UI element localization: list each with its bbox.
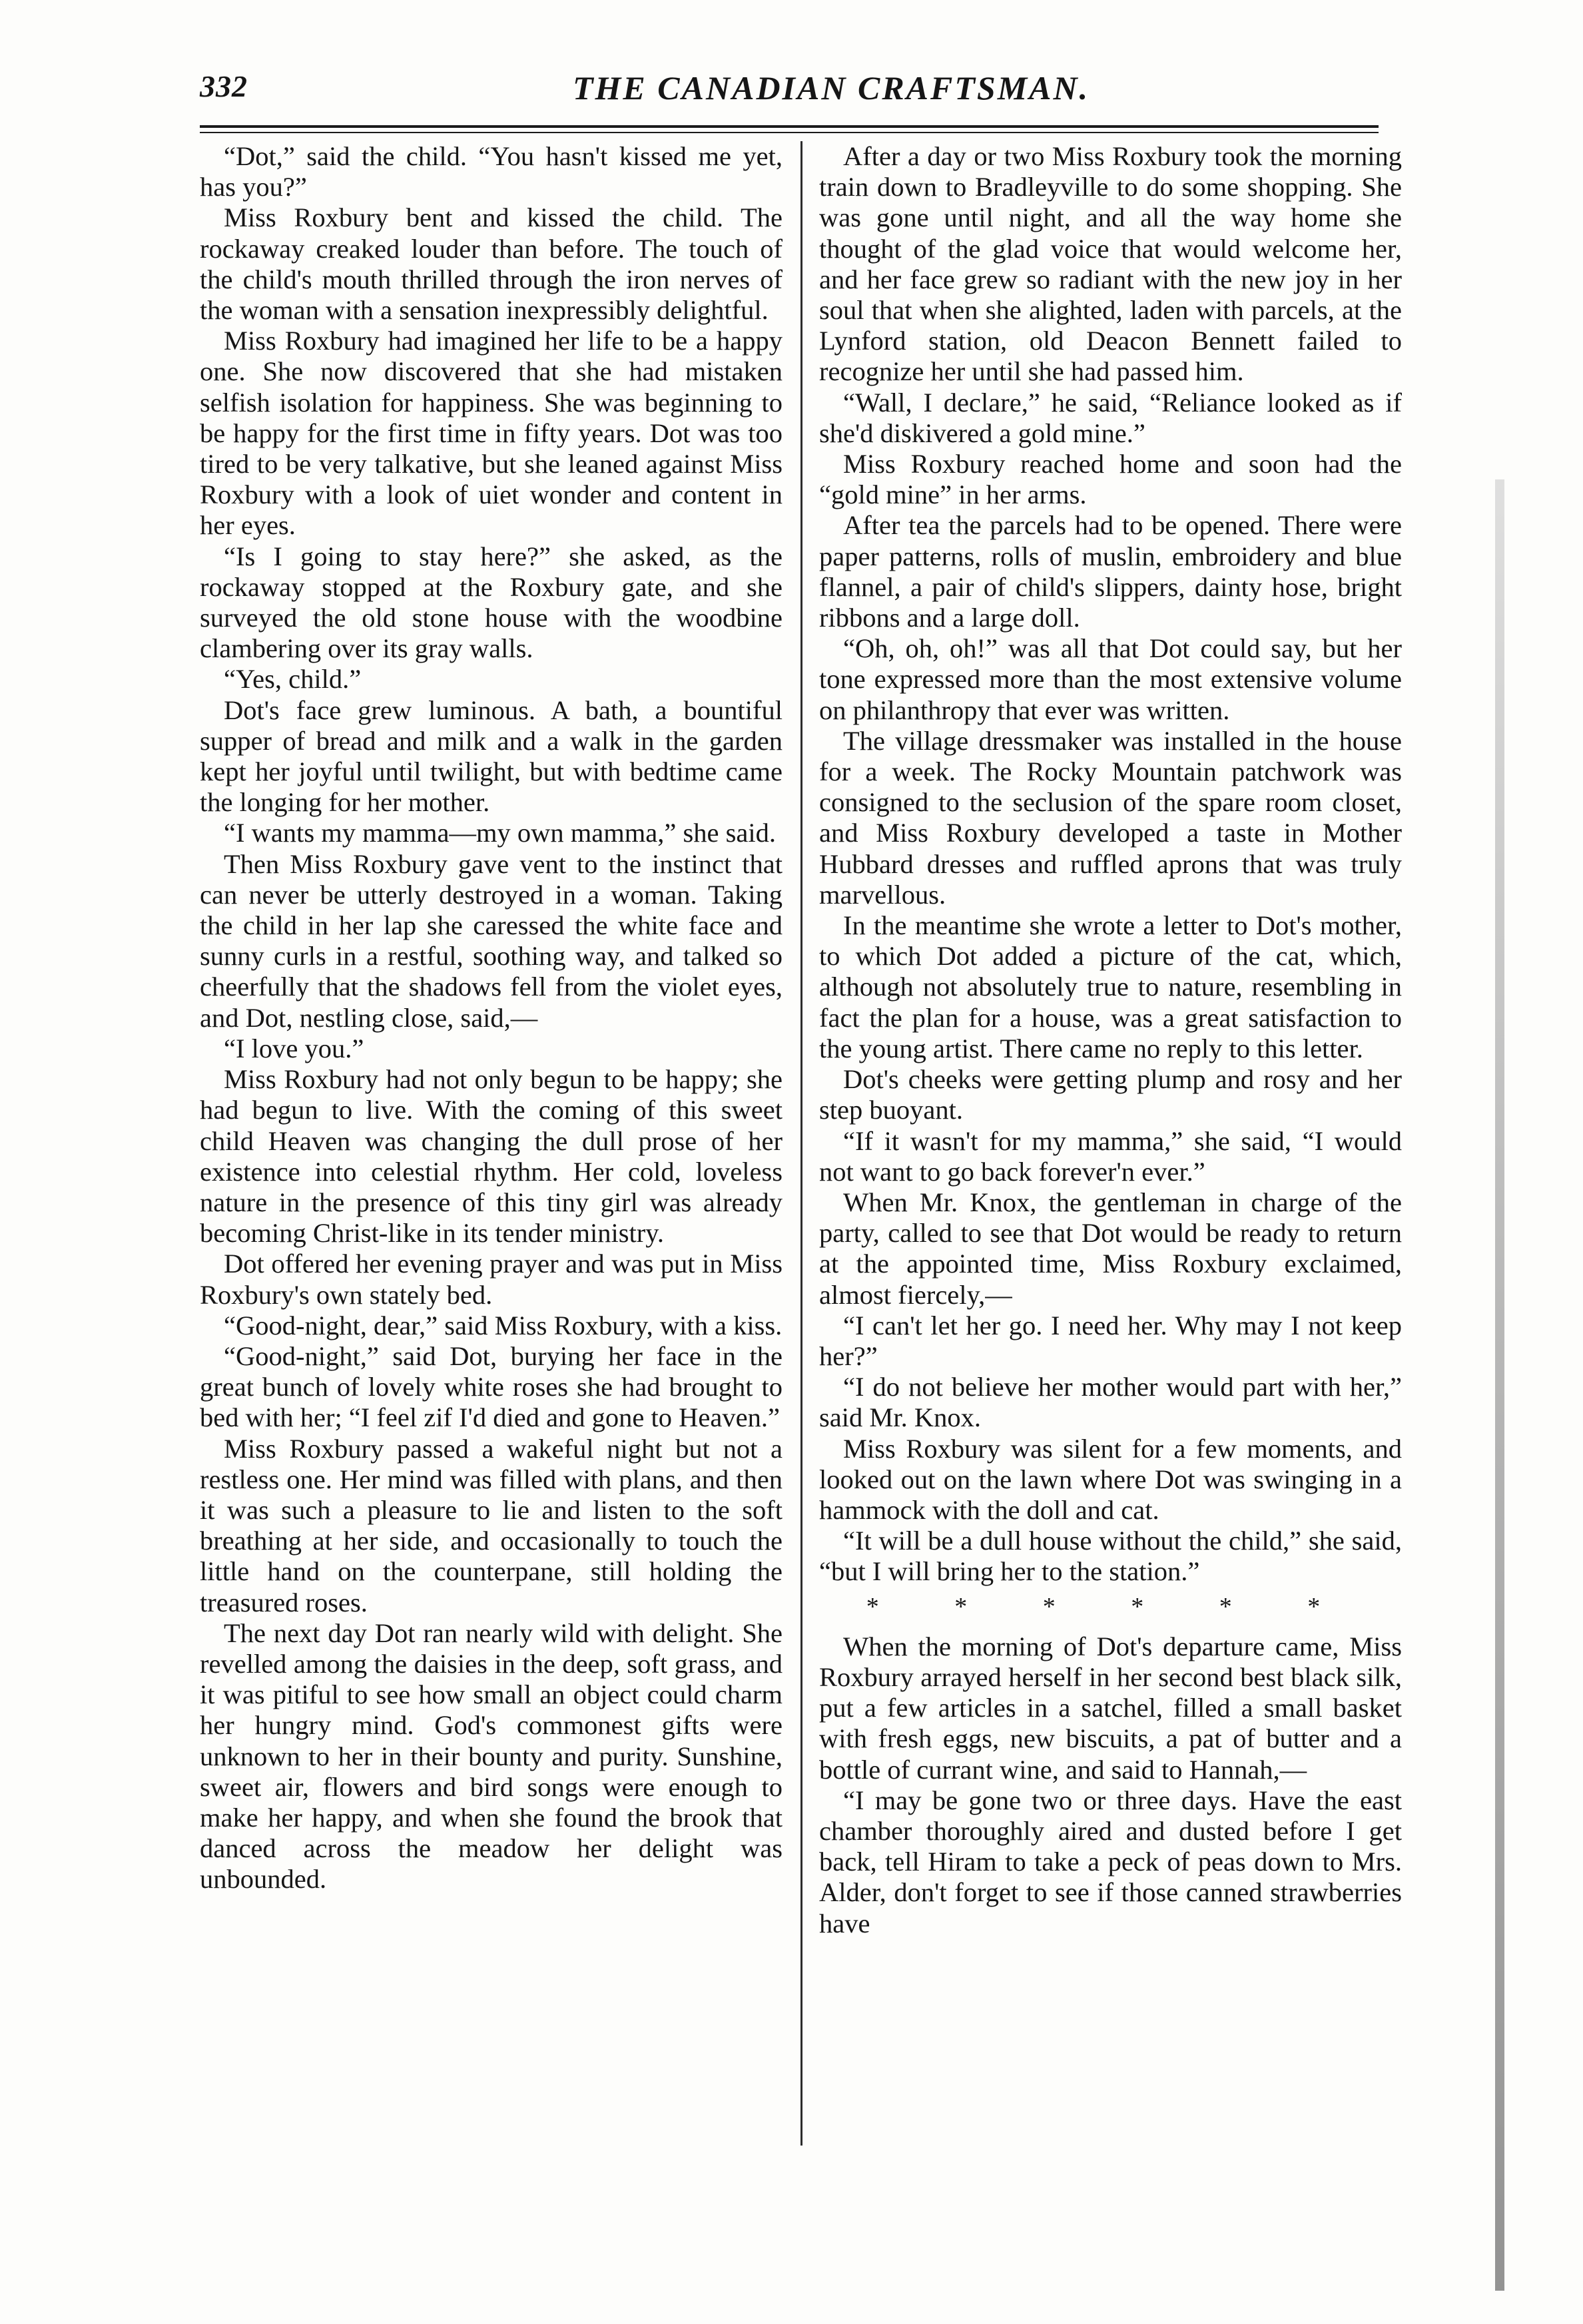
paragraph: Miss Roxbury bent and kissed the child. The rockaway creaked louder than before. The touch of the child's mouth thrilled through the iron nerves of the woman with a sensation inexpressibly delightful. bbox=[200, 202, 783, 326]
paragraph: Miss Roxbury had imagined her life to be a happy one. She now discovered that she had mistaken selfish isolation for happiness. She was beginning to be happy for the first time in fifty years. Dot was too tired to be very talkative, but she leaned against Miss Roxbury with a look of uiet wonder and content in her eyes. bbox=[200, 326, 783, 541]
left-column bbox=[200, 141, 783, 1895]
paragraph: Dot's cheeks were getting plump and rosy and her step buoyant. bbox=[819, 1064, 1402, 1125]
paragraph: The next day Dot ran nearly wild with delight. She revelled among the daisies in the deep, soft grass, and it was pitiful to see how small an object could charm her hungry mind. God's commonest gifts were unknown to her in their bounty and purity. Sunshine, sweet air, flowers and bird songs were enough to make her happy, and when she found the brook that danced across the meadow her delight was unbounded. bbox=[200, 1617, 783, 1894]
paragraph: Then Miss Roxbury gave vent to the instinct that can never be utterly destroyed in a woman. Taking the child in her lap she caressed the white face and sunny curls in a restful, soothing way, and talked so cheerfully that the shadows fell from the violet eyes, and Dot, nestling close, said,— bbox=[200, 848, 783, 1033]
paragraph: “I do not believe her mother would part with her,” said Mr. Knox. bbox=[819, 1372, 1402, 1433]
paragraph: When the morning of Dot's departure came, Miss Roxbury arrayed herself in her second best black silk, put a few articles in a satchel, filled a small basket with fresh eggs, new biscuits, a pat of butter and a bottle of currant wine, and said to Hannah,— bbox=[819, 1631, 1402, 1785]
paragraph: “I love you.” bbox=[224, 1033, 364, 1063]
paragraph: In the meantime she wrote a letter to Dot's mother, to which Dot added a picture of the cat, which, although not absolutely true to nature, resembling in fact the plan for a house, was a great satisfaction to the young artist. There came no reply to this letter. bbox=[819, 910, 1402, 1063]
page-header bbox=[200, 63, 1379, 117]
paragraph: “It will be a dull house without the child,” she said, “but I will bring her to the station.” bbox=[819, 1526, 1402, 1587]
page-number: 332 bbox=[200, 69, 248, 103]
running-title: THE CANADIAN CRAFTSMAN. bbox=[573, 69, 1090, 107]
paragraph: Miss Roxbury passed a wakeful night but not a restless one. Her mind was filled with plans, and then it was such a pleasure to lie and listen to the soft breathing at her side, and occasionally to touch the little hand on the counterpane, still holding the treasured roses. bbox=[200, 1433, 783, 1617]
paragraph: “Is I going to stay here?” she asked, as the rockaway stopped at the Roxbury gate, and she surveyed the old stone house with the woodbine clambering over its gray walls. bbox=[200, 541, 783, 664]
paragraph: Dot's face grew luminous. A bath, a bountiful supper of bread and milk and a walk in the garden kept her joyful until twilight, but with bedtime came the longing for her mother. bbox=[200, 695, 783, 818]
paragraph: “I wants my mamma—my own mamma,” she said. bbox=[224, 818, 776, 848]
paragraph: Dot offered her evening prayer and was put in Miss Roxbury's own stately bed. bbox=[200, 1249, 783, 1310]
paragraph: The village dressmaker was installed in the house for a week. The Rocky Mountain patchwork was consigned to the seclusion of the spare room closet, and Miss Roxbury developed a taste in Mother Hubbard dresses and ruffled aprons that was truly marvellous. bbox=[819, 725, 1402, 910]
paragraph: “Oh, oh, oh!” was all that Dot could say, but her tone expressed more than the most extensive volume on philanthropy that ever was written. bbox=[819, 633, 1402, 725]
right-column bbox=[819, 141, 1402, 1939]
paragraph: “Good-night, dear,” said Miss Roxbury, with a kiss. bbox=[224, 1310, 783, 1340]
paragraph: “Yes, child.” bbox=[224, 664, 362, 695]
paragraph: Miss Roxbury had not only begun to be happy; she had begun to live. With the coming of this sweet child Heaven was changing the dull prose of her existence into celestial rhythm. Her cold, loveless nature in the presence of this tiny girl was already becoming Christ-like in its tender ministry. bbox=[200, 1064, 783, 1249]
paragraph: “Wall, I declare,” he said, “Reliance looked as if she'd diskivered a gold mine.” bbox=[819, 387, 1402, 448]
header-rule bbox=[200, 125, 1379, 133]
section-break: * * * * * * bbox=[866, 1592, 1355, 1621]
paragraph: Miss Roxbury was silent for a few moments, and looked out on the lawn where Dot was swinging in a hammock with the doll and cat. bbox=[819, 1433, 1402, 1525]
paragraph: “I can't let her go. I need her. Why may I not keep her?” bbox=[819, 1310, 1402, 1371]
paragraph: After tea the parcels had to be opened. There were paper patterns, rolls of muslin, embroidery and blue flannel, a pair of child's slippers, dainty hose, bright ribbons and a large doll. bbox=[819, 510, 1402, 633]
column-divider bbox=[800, 141, 802, 2146]
paragraph: “If it wasn't for my mamma,” she said, “I would not want to go back forever'n ever.” bbox=[819, 1125, 1402, 1187]
paragraph: After a day or two Miss Roxbury took the morning train down to Bradleyville to do some shopping. She was gone until night, and all the way home she thought of the glad voice that would welcome her, and her face grew so radiant with the new joy in her soul that when she alighted, laden with parcels, at the Lynford station, old Deacon Bennett failed to recognize her until she had passed him. bbox=[819, 141, 1402, 387]
paragraph: When Mr. Knox, the gentleman in charge of the party, called to see that Dot would be ready to return at the appointed time, Miss Roxbury exclaimed, almost fiercely,— bbox=[819, 1187, 1402, 1310]
paragraph: “I may be gone two or three days. Have the east chamber thoroughly aired and dusted before I get back, tell Hiram to take a peck of peas down to Mrs. Alder, don't forget to see if those canned strawberries have bbox=[819, 1785, 1402, 1938]
scan-edge-shadow bbox=[1495, 479, 1504, 2291]
paragraph: Miss Roxbury reached home and soon had the “gold mine” in her arms. bbox=[819, 449, 1402, 510]
paragraph: “Dot,” said the child. “You hasn't kissed me yet, has you?” bbox=[200, 141, 783, 202]
paragraph: “Good-night,” said Dot, burying her face in the great bunch of lovely white roses she had brought to bed with her; “I feel zif I'd died and gone to Heaven.” bbox=[200, 1340, 783, 1433]
